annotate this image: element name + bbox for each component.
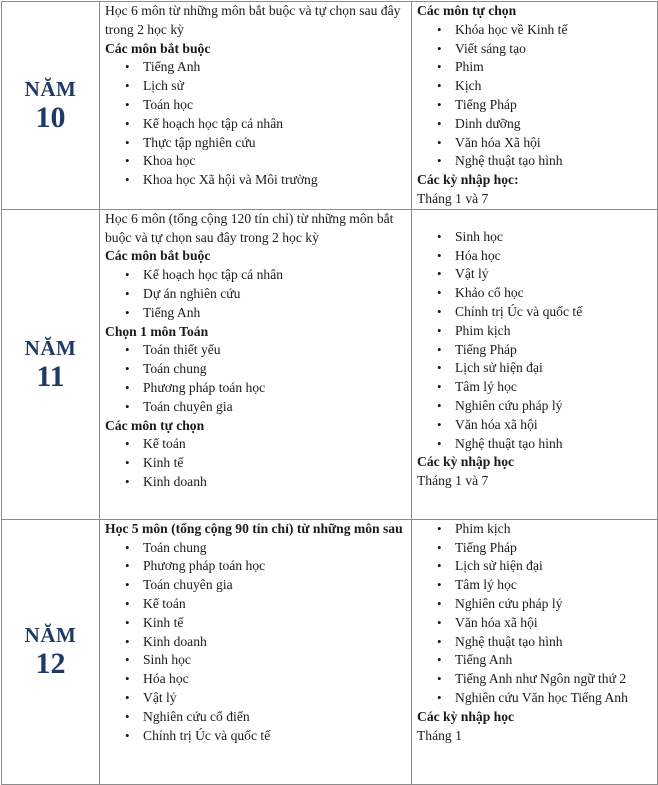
list-item: • Nghiên cứu Văn học Tiếng Anh: [417, 689, 654, 708]
year-word: NĂM: [24, 623, 77, 648]
list-item: • Kinh doanh: [105, 473, 408, 492]
list-item: • Kinh tế: [105, 454, 408, 473]
year-12-electives-cell: [412, 519, 658, 784]
list-item: • Chính trị Úc và quốc tế: [417, 303, 654, 322]
year-number: 11: [36, 359, 65, 393]
list-item: • Dự án nghiên cứu: [105, 285, 408, 304]
list-item: • Kịch: [417, 77, 654, 96]
list-item: • Nghệ thuật tạo hình: [417, 633, 654, 652]
list-item: • Tiếng Pháp: [417, 341, 654, 360]
electives-list: [417, 520, 654, 708]
list-item: • Lịch sử hiện đại: [417, 557, 654, 576]
list-item: • Lịch sử: [105, 77, 408, 96]
intake-heading: Các kỳ nhập học:: [417, 172, 519, 188]
list-item: • Tiếng Anh: [105, 304, 408, 323]
intake-text: Tháng 1: [417, 727, 462, 743]
required-heading: Các môn bắt buộc: [105, 248, 211, 264]
list-item: • Kế toán: [105, 595, 408, 614]
year-11-subjects-cell: [100, 209, 412, 519]
list-item: • Khảo cổ học: [417, 284, 654, 303]
list-item: • Nghiên cứu pháp lý: [417, 397, 654, 416]
list-item: • Tiếng Anh: [417, 651, 654, 670]
list-item: • Dinh dưỡng: [417, 115, 654, 134]
list-item: • Tiếng Anh như Ngôn ngữ thứ 2: [417, 670, 654, 689]
list-item: • Nghệ thuật tạo hình: [417, 152, 654, 171]
list-item: • Sinh học: [105, 651, 408, 670]
electives-heading: Các môn tự chọn: [417, 3, 517, 18]
list-item: • Thực tập nghiên cứu: [105, 134, 408, 153]
list-item: • Tiếng Anh: [105, 58, 408, 77]
year-word: NĂM: [24, 335, 77, 360]
year-10-subjects-cell: [100, 2, 412, 210]
list-item: • Toán thiết yếu: [105, 341, 408, 360]
list-item: • Vật lý: [105, 689, 408, 708]
year-12-label-cell: [2, 519, 100, 784]
intake-text: Tháng 1 và 7: [417, 473, 489, 489]
list-item: • Toán chuyên gia: [105, 576, 408, 595]
intake-heading: Các kỳ nhập học: [417, 454, 515, 470]
electives-list: [105, 435, 408, 491]
list-item: • Nghiên cứu cổ điển: [105, 708, 408, 727]
year-11-electives-cell: [412, 209, 658, 519]
year-10-row: [2, 2, 658, 210]
list-item: • Kinh doanh: [105, 633, 408, 652]
list-item: • Toán chuyên gia: [105, 398, 408, 417]
subjects-intro: Học 6 môn từ những môn bắt buộc và tự chọn sau đây trong 2 học kỳ: [105, 3, 401, 37]
list-item: • Khóa học về Kinh tế: [417, 21, 654, 40]
subjects-intro: Học 5 môn (tổng cộng 90 tín chỉ) từ những môn sau: [105, 520, 403, 536]
required-list: [105, 266, 408, 322]
list-item: • Phim: [417, 58, 654, 77]
list-item: • Phim kịch: [417, 322, 654, 341]
year-11-label-cell: [2, 209, 100, 519]
list-item: • Tiếng Pháp: [417, 539, 654, 558]
year-12-row: [2, 519, 658, 784]
year-number: 12: [35, 647, 66, 681]
list-item: • Kế toán: [105, 435, 408, 454]
electives-heading: Các môn tự chọn: [105, 417, 205, 433]
list-item: • Nghệ thuật tạo hình: [417, 435, 654, 454]
list-item: • Văn hóa xã hội: [417, 614, 654, 633]
year-12-subjects-cell: [100, 519, 412, 784]
list-item: • Khoa học: [105, 152, 408, 171]
list-item: • Toán chung: [105, 539, 408, 558]
list-item: • Toán chung: [105, 360, 408, 379]
year-11-row: [2, 209, 658, 519]
list-item: • Phương pháp toán học: [105, 557, 408, 576]
list-item: • Tâm lý học: [417, 378, 654, 397]
list-item: • Tâm lý học: [417, 576, 654, 595]
required-heading: Các môn bắt buộc: [105, 40, 211, 56]
year-word: NĂM: [24, 76, 77, 101]
list-item: • Lịch sử hiện đại: [417, 359, 654, 378]
list-item: • Sinh học: [417, 228, 654, 247]
year-11-label: [2, 336, 99, 393]
intake-text: Tháng 1 và 7: [417, 190, 489, 206]
year-12-label: [2, 623, 99, 680]
list-item: • Phim kịch: [417, 520, 654, 539]
list-item: • Kế hoạch học tập cá nhân: [105, 266, 408, 285]
list-item: • Phương pháp toán học: [105, 379, 408, 398]
list-item: • Khoa học Xã hội và Môi trường: [105, 171, 408, 190]
list-item: • Kế hoạch học tập cá nhân: [105, 115, 408, 134]
list-item: • Văn hóa Xã hội: [417, 134, 654, 153]
list-item: • Chính trị Úc và quốc tế: [105, 727, 408, 746]
year-10-electives-cell: [412, 2, 658, 210]
math-choice-heading: Chọn 1 môn Toán: [105, 323, 209, 339]
list-item: • Hóa học: [105, 670, 408, 689]
electives-list: [417, 21, 654, 171]
list-item: • Nghiên cứu pháp lý: [417, 595, 654, 614]
intake-heading: Các kỳ nhập học: [417, 708, 515, 724]
required-list: [105, 58, 408, 190]
subjects-intro: Học 6 môn (tổng cộng 120 tín chỉ) từ những môn bắt buộc và tự chọn sau đây trong 2 học kỳ: [105, 210, 394, 245]
year-10-label: [2, 77, 99, 134]
list-item: • Kinh tế: [105, 614, 408, 633]
math-choice-list: [105, 341, 408, 416]
list-item: • Viết sáng tạo: [417, 40, 654, 59]
list-item: • Vật lý: [417, 265, 654, 284]
curriculum-table: [1, 1, 658, 785]
list-item: • Tiếng Pháp: [417, 96, 654, 115]
electives-list: [417, 228, 654, 454]
list-item: • Hóa học: [417, 247, 654, 266]
subjects-list: [105, 539, 408, 746]
year-number: 10: [35, 100, 66, 134]
list-item: • Văn hóa xã hội: [417, 416, 654, 435]
list-item: • Toán học: [105, 96, 408, 115]
year-10-label-cell: [2, 2, 100, 210]
